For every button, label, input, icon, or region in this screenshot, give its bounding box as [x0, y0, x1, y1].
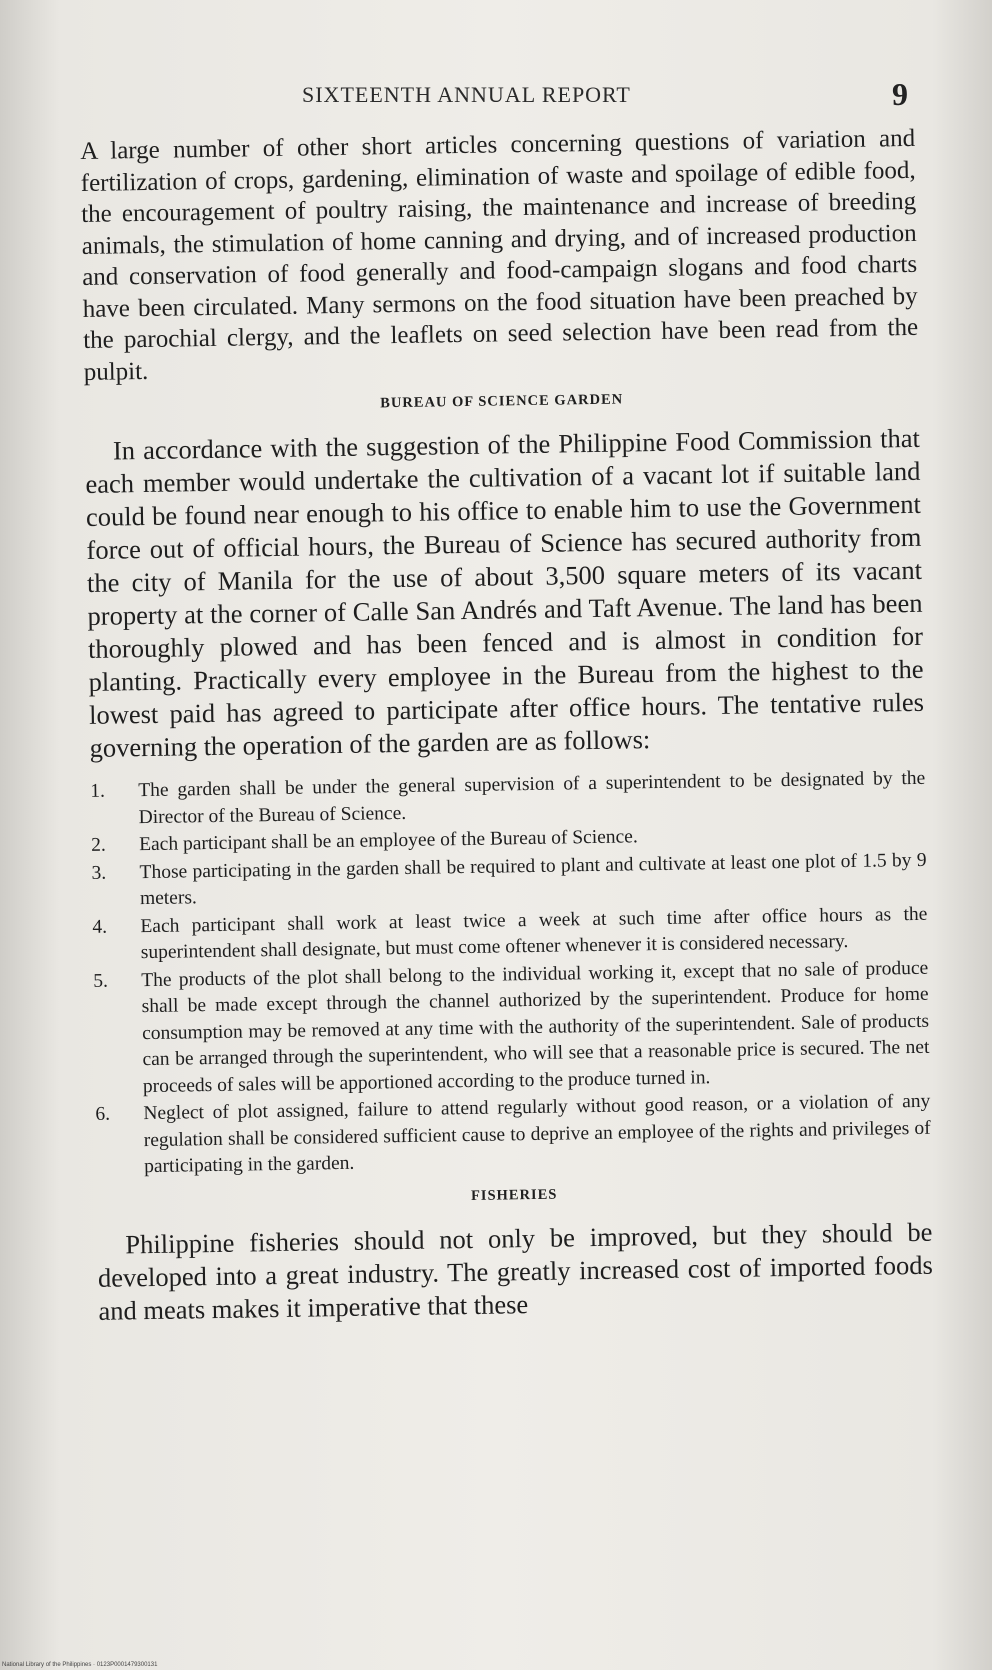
rule-number: 3.: [91, 862, 107, 884]
scan-credit: National Library of the Philippines · 0123P0001479300131: [2, 1662, 158, 1668]
rule-number: 1.: [90, 780, 106, 802]
rule-item: [95, 1089, 931, 1182]
rule-item: [93, 955, 930, 1101]
running-header: [80, 76, 912, 116]
rule-number: 4.: [92, 916, 108, 938]
section-heading-garden: BUREAU OF SCIENCE GARDEN: [380, 391, 624, 412]
garden-paragraph: In accordance with the suggestion of the Philippine Food Commission that each member would undertake the cultivation of a vacant lot if suitable land could be found near enough to his office to enable him to use the Government force out of official hours, the Bureau of Science has secured authority from the city of Manila for the use of about 3,500 square meters of its vacant property at the corner of Calle San Andrés and Taft Avenue. The land has been thoroughly plowed and has been fenced and is almost in condition for planting. Practically every employee in the Bureau from the highest to the lowest paid has agreed to participate after office hours. The tentative rules governing the operation of the garden are as follows:: [85, 422, 925, 763]
rule-number: 2.: [90, 834, 106, 856]
rule-text: Neglect of plot assigned, failure to attend regularly without good reason, or a violation of any regulation shall be considered sufficient cause to deprive an employee of the rights and privileges of participating in the garden.: [143, 1090, 931, 1178]
rule-text: Each participant shall be an employee of the Bureau of Science.: [138, 826, 638, 856]
rule-number: 6.: [95, 1103, 111, 1125]
page-body: [80, 123, 934, 1327]
rule-text: Those participating in the garden shall be required to plant and cultivate at least one plot of 1.5 by 9 meters.: [139, 849, 927, 910]
running-title: SIXTEENTH ANNUAL REPORT: [302, 82, 631, 107]
rule-text: The garden shall be under the general supervision of a superintendent to be designated by the Director of the Bureau of Science.: [138, 767, 926, 828]
intro-paragraph: A large number of other short articles concerning questions of variation and fertilization of crops, gardening, elimination of waste and spoilage of edible food, the encouragement of poultry raising, the maintenance and increase of breeding animals, the stimulation of home canning and drying, and of increased production and conservation of food generally and food-campaign slogans and food charts have been circulated. Many sermons on the food situation have been preached by the parochial clergy, and the leaflets on seed selection have been read from the pulpit.: [80, 124, 919, 386]
page-number: 9: [892, 76, 908, 112]
fisheries-paragraph: Philippine fisheries should not only be improved, but they should be developed into a great industry. The greatly increased cost of imported foods and meats makes it imperative that these: [97, 1216, 934, 1326]
garden-rules-list: [90, 766, 931, 1182]
rule-text: Each participant shall work at least twice a week at such time after office hours as the superintendent shall designate, but must come oftener whenever it is considered necessary.: [140, 903, 928, 964]
section-heading-fisheries: FISHERIES: [470, 1186, 558, 1204]
rule-text: The products of the plot shall belong to the individual working it, except that no sale of produce shall be made except through the channel authorized by the superintendent. Produce for home consumption may be removed at any time with the authority of the superintendent. Sale of products can be arranged through the superintendent, who will see that a reasonable price is secured. The net proceeds of sales will be apportioned according to the produce turned in.: [141, 957, 930, 1097]
rule-number: 5.: [93, 970, 109, 992]
